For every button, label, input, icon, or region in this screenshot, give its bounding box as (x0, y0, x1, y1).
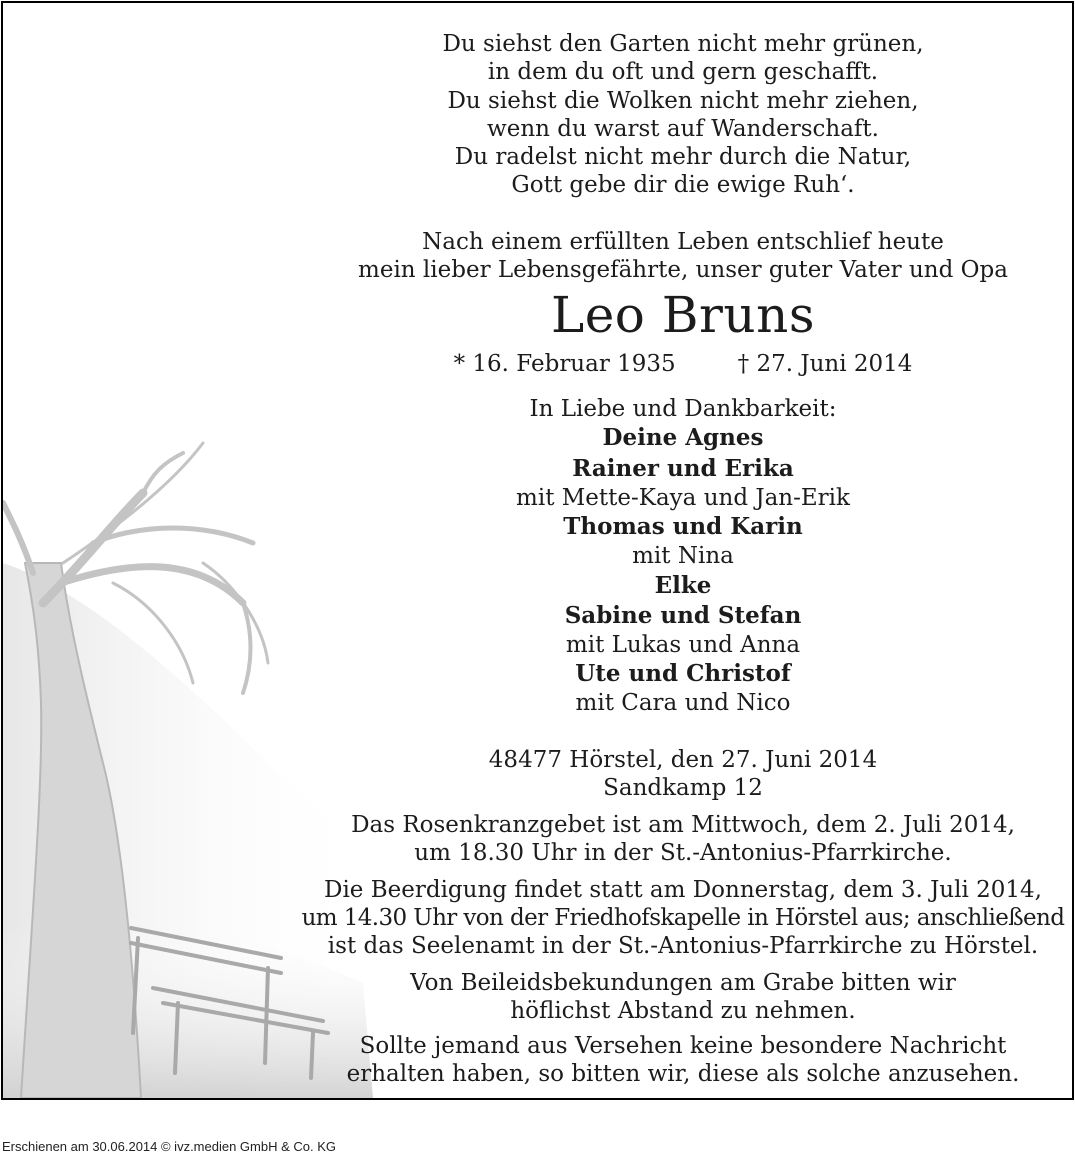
poem-line: Du siehst die Wolken nicht mehr ziehen, (447, 88, 919, 114)
intro-line: mein lieber Lebensgefährte, unser guter Vater und Opa (358, 257, 1008, 283)
mourner-name: Ute und Christof (575, 660, 791, 687)
address-line: 48477 Hörstel, den 27. Juni 2014 (488, 747, 878, 773)
mourner-name: Thomas und Karin (563, 513, 803, 540)
notice-line: Die Beerdigung findet statt am Donnerstag, dem 3. Juli 2014, (324, 877, 1042, 903)
death-date: † 27. Juni 2014 (737, 351, 913, 377)
life-dates (283, 350, 1074, 378)
intro-line: Nach einem erfüllten Leben entschlief heute (422, 229, 944, 255)
mourner-children: mit Nina (632, 543, 734, 569)
mourner-children: mit Mette-Kaya und Jan-Erik (516, 485, 850, 511)
notice-line: erhalten haben, so bitten wir, diese als solche anzusehen. (346, 1061, 1020, 1087)
poem-line: Gott gebe dir die ewige Ruh‘. (511, 172, 855, 198)
mourner-name: Sabine und Stefan (564, 602, 802, 629)
notice-line: höflichst Abstand zu nehmen. (510, 998, 856, 1024)
mourner-name: Elke (654, 572, 712, 599)
mourners-heading: In Liebe und Dankbarkeit: (529, 396, 837, 422)
mourner-name: Rainer und Erika (572, 455, 794, 482)
notice-line: ist das Seelenamt in der St.-Antonius-Pfarrkirche zu Hörstel. (327, 933, 1039, 959)
notice-line: um 18.30 Uhr in der St.-Antonius-Pfarrkirche. (414, 840, 952, 866)
notice-line: Das Rosenkranzgebet ist am Mittwoch, dem 2. Juli 2014, (351, 812, 1015, 838)
address-line: Sandkamp 12 (603, 775, 763, 801)
notice-line: Sollte jemand aus Versehen keine besondere Nachricht (359, 1033, 1007, 1059)
poem-line: Du siehst den Garten nicht mehr grünen, (442, 31, 924, 57)
notice-line: Von Beileidsbekundungen am Grabe bitten wir (410, 970, 956, 996)
deceased-name: Leo Bruns (551, 286, 815, 344)
mourner-children: mit Lukas und Anna (565, 632, 801, 658)
obituary-frame (1, 1, 1074, 1100)
poem-line: wenn du warst auf Wanderschaft. (487, 116, 879, 142)
mourner-children: mit Cara und Nico (575, 690, 791, 716)
mourner-name: Deine Agnes (602, 424, 764, 451)
birth-date: * 16. Februar 1935 (453, 351, 676, 377)
notice-line: um 14.30 Uhr von der Friedhofskapelle in Hörstel aus; anschließend (301, 905, 1065, 931)
poem-line: in dem du oft und gern geschafft. (487, 59, 879, 85)
publication-footer: Erschienen am 30.06.2014 © ivz.medien GmbH & Co. KG (2, 1139, 337, 1154)
poem-line: Du radelst nicht mehr durch die Natur, (454, 144, 912, 170)
